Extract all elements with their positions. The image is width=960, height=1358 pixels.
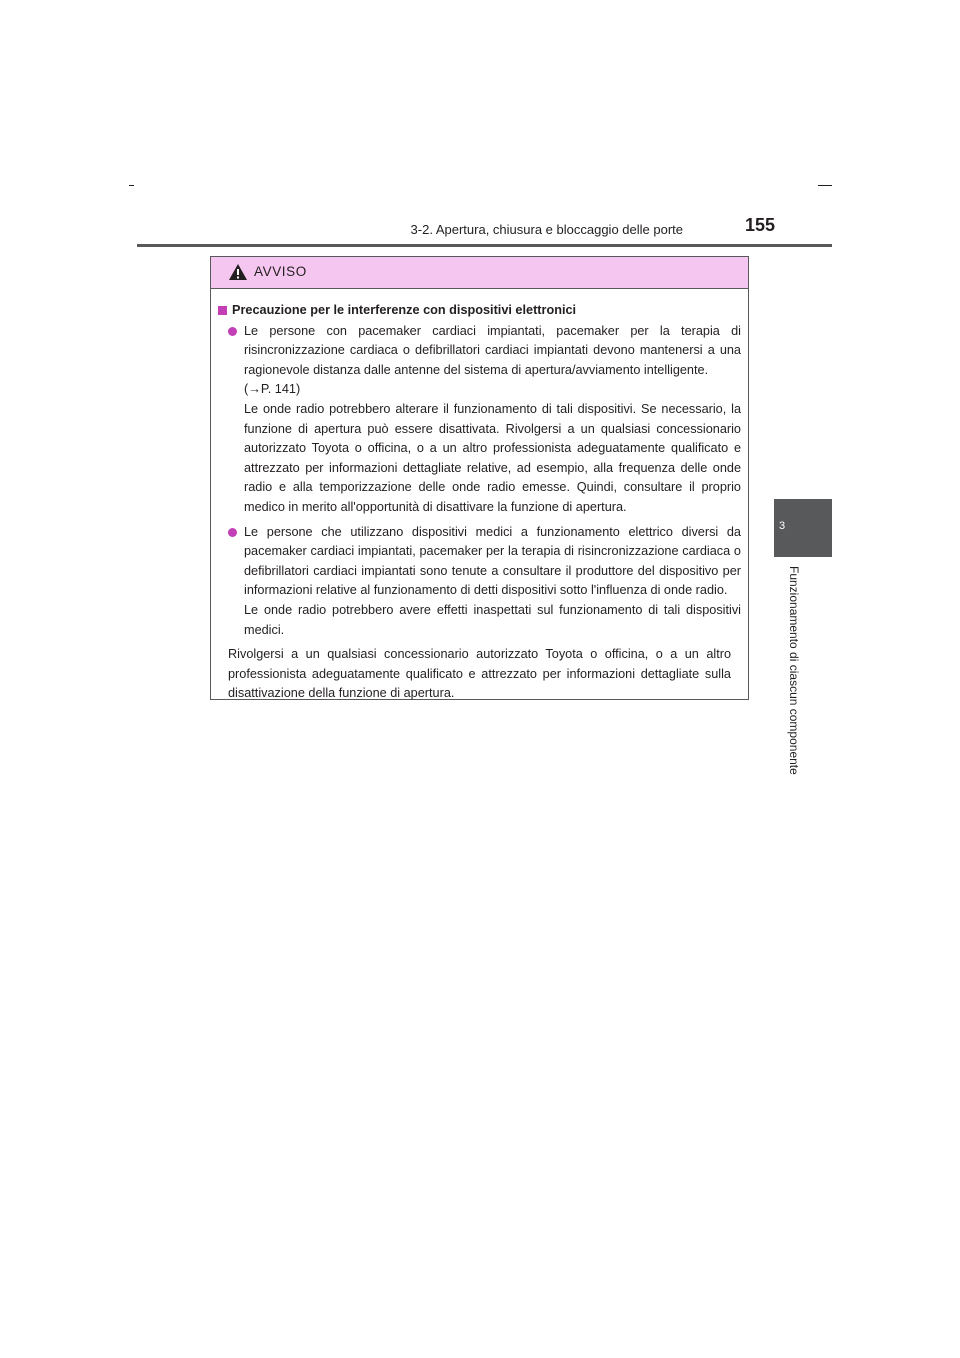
chapter-number: 3 bbox=[778, 520, 786, 532]
bullet-paragraph: Le onde radio potrebbero avere effetti inaspettati sul funzionamento di tali dispositivi medici. bbox=[244, 602, 741, 637]
header-rule bbox=[137, 244, 832, 247]
warning-header bbox=[211, 257, 748, 289]
crop-mark-left bbox=[129, 185, 134, 186]
square-bullet-icon bbox=[218, 306, 227, 315]
warning-triangle-icon bbox=[228, 263, 248, 281]
bullet-paragraph: Le persone che utilizzano dispositivi medici a funzionamento elettrico diversi da pacemaker cardiaci impiantati, pacemaker per la terapia di risincronizzazione cardiaca o defibrillatori cardiaci impiantati sono tenute a consultare il produttore del dispositivo per informazioni relative al funzionamento di detti dispositivi sotto l'influenza di onde radio. bbox=[244, 524, 741, 598]
dot-bullet-icon bbox=[228, 528, 237, 537]
page-number: 155 bbox=[744, 215, 775, 235]
chapter-label-text: Funzionamento di ciascun componente bbox=[787, 566, 801, 775]
warning-body bbox=[211, 289, 748, 704]
page-reference: (→P. 141) bbox=[244, 382, 301, 397]
warning-heading-text: Precauzione per le interferenze con dispositivi elettronici bbox=[232, 303, 577, 317]
chapter-label bbox=[787, 566, 801, 806]
closing-paragraph: Rivolgersi a un qualsiasi concessionario autorizzato Toyota o officina, o a un altro professionista adeguatamente qualificato e attrezzato per informazioni dettagliate sulla disattivazione della funzione di apertura. bbox=[228, 647, 731, 701]
bullet-paragraph: Le persone con pacemaker cardiaci impiantati, pacemaker per la terapia di risincronizzazione cardiaca o defibrillatori cardiaci impiantati devono mantenersi a una ragionevole distanza dalle antenne del sistema di apertura/avviamento intelligente. bbox=[244, 323, 741, 377]
page-header bbox=[210, 215, 775, 239]
warning-heading bbox=[218, 301, 741, 321]
section-title: 3-2. Apertura, chiusura e bloccaggio delle porte bbox=[410, 222, 683, 237]
warning-title: AVVISO bbox=[254, 264, 307, 279]
warning-box bbox=[210, 256, 749, 700]
list-item bbox=[228, 523, 741, 641]
list-item bbox=[228, 322, 741, 518]
chapter-tab bbox=[774, 499, 832, 557]
dot-bullet-icon bbox=[228, 327, 237, 336]
bullet-paragraph: Le onde radio potrebbero alterare il funzionamento di tali dispositivi. Se necessario, la funzione di apertura può essere disattivata. Rivolgersi a un qualsiasi concessionario autorizzato Toyota o officina, o a un altro professionista adeguatamente qualificato e attrezzato per informazioni dettagliate relative, ad esempio, alla frequenza delle onde radio e alla temporizzazione delle onde radio emesse. Quindi, consultare il proprio medico in merito all'opportunità di disattivare la funzione di apertura. bbox=[244, 401, 741, 514]
crop-mark-right bbox=[818, 185, 832, 186]
